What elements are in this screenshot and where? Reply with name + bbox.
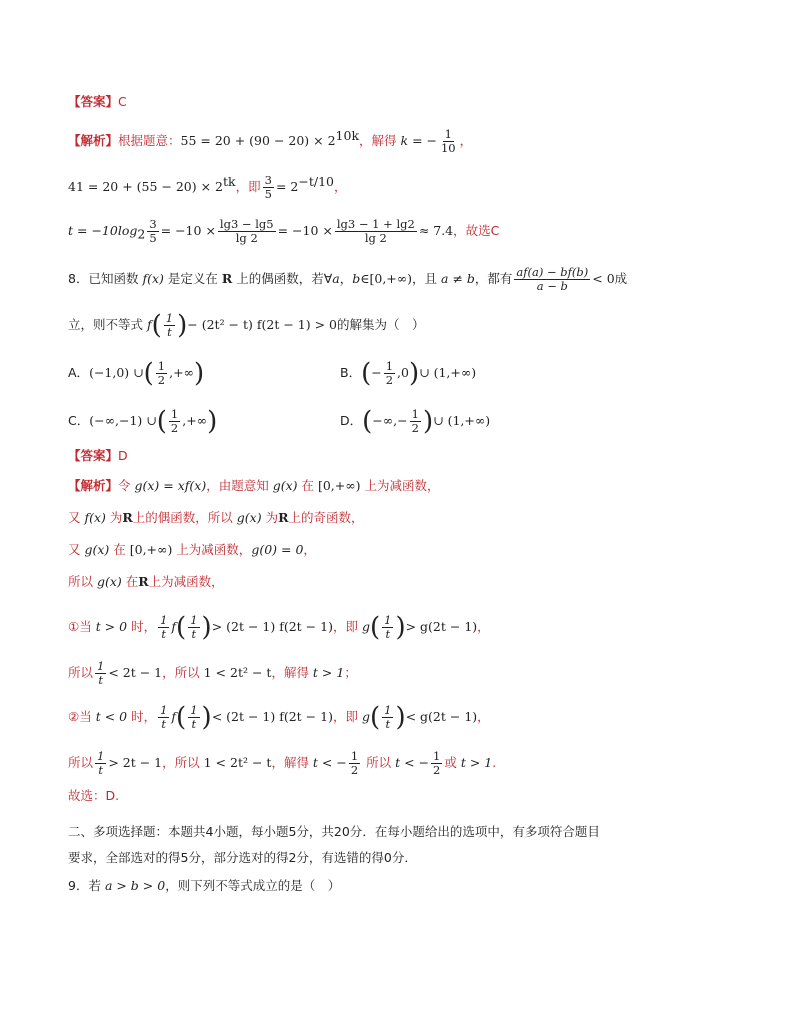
equation: 1 < 2t² − t [203, 755, 272, 770]
text: 又 [68, 542, 85, 557]
equation: a [332, 271, 340, 286]
fraction: $\frac{1}{2}$ [411, 407, 419, 435]
option-label: A． [68, 365, 90, 380]
fraction: $\frac{1}{t}$ [190, 613, 198, 641]
equation: − (2t² − t) f(2t − 1) > 0 [187, 317, 337, 332]
option-label: D． [340, 413, 363, 428]
text: 是定义在 [163, 271, 222, 286]
equation: f(x) [84, 510, 106, 525]
text: ，都有 [474, 271, 513, 286]
equation: ,+∞ [182, 413, 208, 428]
question-8-line1 [68, 266, 627, 293]
option-label: B． [340, 365, 362, 380]
answer-tag: 【答案】 [68, 94, 119, 109]
text: 根据题意： [118, 133, 181, 149]
equation: g(x) = xf(x) [134, 478, 207, 493]
text: 所以 [68, 574, 97, 589]
equation: < 2t − 1 [108, 665, 163, 680]
equation: f [171, 709, 177, 724]
answer-tag: 【答案】 [68, 448, 119, 463]
equation: t < 0 [95, 709, 128, 724]
text: 9．若 [68, 878, 105, 893]
text: 上的奇函数， [288, 510, 364, 525]
exponent: 10k [335, 128, 360, 143]
equation: t > 0 [95, 619, 128, 634]
equation: (−∞,−1) ∪ [89, 413, 157, 428]
equation: R [122, 510, 133, 525]
fraction: $\frac{\lg 3 - 1 + \lg 2}{\lg 2}$ [336, 217, 415, 245]
option-b[interactable]: B．(− $\frac{1}{2}$ ,0)∪ (1,+∞) [340, 358, 477, 389]
analysis-line-8h [68, 750, 496, 777]
text: 或 [444, 755, 461, 770]
equation: < (2t − 1) f(2t − 1) [211, 709, 333, 724]
text: 时， [127, 619, 157, 634]
fraction: $\frac{\lg 3 - \lg 5}{\lg 2}$ [219, 217, 274, 245]
text: 上的偶函数，所以 [132, 510, 237, 525]
text: ， [303, 542, 316, 557]
equation: > g(2t − 1) [405, 619, 478, 634]
section-heading-line2: 要求，全部选对的得5分，部分选对的得2分，有选错的得0分． [68, 850, 417, 865]
text: 为 [105, 510, 123, 525]
analysis-line-8d [68, 572, 224, 592]
fraction: $\frac{3}{5}$ [264, 173, 272, 202]
equation: t < − [312, 755, 347, 770]
question-8-line2: 立，则不等式 f( $\frac{1}{t}$ )− (2t² − t) f(2t − 1) > 0的解集为（ ） [68, 310, 425, 341]
equation: g(x) [236, 510, 262, 525]
fraction: $\frac{1}{t}$ [97, 749, 105, 777]
subscript: 2 [137, 226, 146, 242]
text: ，所以 [162, 755, 204, 770]
text: ，所以 [162, 665, 204, 680]
fraction: $\frac{af(a) - bf(b)}{a - b}$ [516, 265, 589, 293]
analysis-line-7a [68, 126, 472, 155]
text: 上为减函数， [172, 542, 252, 557]
text: ， [477, 709, 490, 724]
answer-line-7 [68, 92, 127, 112]
equation: [0,+∞) [129, 542, 173, 557]
analysis-line-8a [68, 476, 440, 496]
equation: > (2t − 1) f(2t − 1) [211, 619, 333, 634]
text: 令 [118, 478, 135, 493]
analysis-line-8e: ①当 t > 0 时， $\frac{1}{t}$ f( $\frac{1}{t}$ )> (2t − 1) f(2t − 1)，即 g( $\frac{1}{t}$ )> g(2t − 1)， [68, 612, 490, 643]
equation: = −10 × [277, 223, 333, 238]
text: 所以 [362, 755, 396, 770]
equation: > 2t − 1 [108, 755, 163, 770]
comma: ， [334, 179, 347, 195]
text: 所以 [68, 755, 94, 770]
text: ； [344, 665, 357, 680]
equation: R [138, 574, 149, 589]
fraction: $\frac{1}{t}$ [384, 703, 392, 731]
text: ， [477, 619, 490, 634]
equation: t < − [395, 755, 430, 770]
option-a[interactable]: A．(−1,0) ∪( $\frac{1}{2}$ ,+∞) [68, 358, 205, 389]
equation: = −10 × [160, 223, 216, 238]
answer-value: D [118, 448, 128, 463]
equation: ∪ (1,+∞) [419, 365, 477, 380]
answer-value: C [118, 94, 127, 109]
text: 所以 [68, 665, 94, 680]
analysis-line-8f [68, 660, 357, 687]
text: < 0成 [592, 271, 628, 286]
text: . [492, 755, 497, 770]
text: ，即 [332, 619, 362, 634]
question-9 [68, 876, 340, 896]
section-heading-line1: 二、多项选择题：本题共4小题，每小题5分，共20分．在每小题给出的选项中，有多项符合题目 [68, 824, 600, 839]
text: 上的偶函数，若∀ [232, 271, 333, 286]
equation: < g(2t − 1) [405, 709, 478, 724]
analysis-line-8g: ②当 t < 0 时， $\frac{1}{t}$ f( $\frac{1}{t}$ )< (2t − 1) f(2t − 1)，即 g( $\frac{1}{t}$ )< g(2t − 1)， [68, 702, 490, 733]
equation: 55 = 20 + (90 − 20) × 2 [180, 133, 336, 149]
equation: g(x) [272, 478, 298, 493]
equation: g(x) [84, 542, 110, 557]
equation: ,+∞ [169, 365, 194, 380]
equation: f [171, 619, 177, 634]
option-c[interactable]: C．(−∞,−1) ∪( $\frac{1}{2}$ ,+∞) [68, 406, 218, 437]
analysis-line-8c [68, 540, 316, 560]
text: 为 [261, 510, 279, 525]
text: ②当 [68, 709, 96, 724]
equation: 1 < 2t² − t [203, 665, 272, 680]
equation: = 2 [275, 179, 299, 195]
text: ， [339, 271, 353, 286]
fraction: $\frac{1}{t}$ [384, 613, 392, 641]
comma: ， [459, 133, 473, 149]
text: ∈[0,+∞)，且 [360, 271, 442, 286]
equation: t = −10log [68, 223, 138, 238]
equation: g(0) = 0 [251, 542, 304, 557]
text: ，即 [332, 709, 362, 724]
fraction: $\frac{1}{2}$ [157, 359, 166, 387]
answer-line-8 [68, 446, 128, 466]
equation: t > 1 [460, 755, 493, 770]
text: 时， [127, 709, 157, 724]
fraction: $\frac{1}{t}$ [160, 703, 168, 731]
text: 在 [109, 542, 130, 557]
fraction: $\frac{1}{2}$ [170, 407, 179, 435]
text: 立，则不等式 [68, 317, 147, 332]
equation: [0,+∞) [317, 478, 361, 493]
text: 的解集为（ ） [336, 317, 425, 332]
equation: ≈ 7.4 [418, 223, 454, 238]
fraction: $\frac{1}{t}$ [190, 703, 198, 731]
equation: 41 = 20 + (55 − 20) × 2 [68, 179, 224, 195]
equation: g(x) [96, 574, 122, 589]
text: ，则下列不等式成立的是（ ） [165, 878, 341, 893]
equation: R [221, 271, 233, 286]
exponent: −t/10 [298, 174, 334, 189]
equation: ∪ (1,+∞) [433, 413, 491, 428]
text: 上为减函数， [360, 478, 440, 493]
equation: k = − [400, 133, 437, 149]
text: ，解得 [271, 755, 313, 770]
equation: g [361, 709, 370, 724]
analysis-tag: 【解析】 [68, 133, 119, 149]
text: ，由题意知 [206, 478, 273, 493]
text: ①当 [68, 619, 96, 634]
equation: b [352, 271, 361, 286]
equation: t > 1 [312, 665, 345, 680]
text: 在 [297, 478, 318, 493]
analysis-line-7c [68, 218, 499, 245]
fraction: $\frac{1}{2}$ [385, 359, 394, 387]
equation: g [361, 619, 370, 634]
fraction: $\frac{1}{t}$ [160, 613, 168, 641]
equation: (−1,0) ∪ [89, 365, 144, 380]
fraction: $\frac{1}{t}$ [165, 311, 174, 339]
equation: −∞,− [372, 413, 408, 428]
fraction: $\frac{3}{5}$ [149, 217, 157, 245]
option-d[interactable]: D．(−∞,− $\frac{1}{2}$ )∪ (1,+∞) [340, 406, 491, 437]
exponent: tk [223, 174, 236, 189]
equation: a ≠ b [441, 271, 475, 286]
text: 又 [68, 510, 85, 525]
text: 8．已知函数 [68, 271, 143, 286]
conclusion-line: 故选：D. [68, 788, 120, 803]
equation: − [371, 365, 382, 380]
text: 上为减函数， [148, 574, 224, 589]
text: ，解得 [359, 133, 401, 149]
equation: ,0 [397, 365, 409, 380]
fraction: $\frac{1}{2}$ [350, 749, 359, 777]
equation: R [278, 510, 289, 525]
analysis-line-8b [68, 508, 363, 528]
text: ，故选C [453, 223, 500, 238]
fraction: $\frac{1}{10}$ [440, 127, 456, 156]
equation: f(x) [142, 271, 164, 286]
text: ，即 [235, 179, 261, 195]
analysis-tag: 【解析】 [68, 478, 119, 493]
fraction: $\frac{1}{t}$ [97, 659, 105, 687]
fraction: $\frac{1}{2}$ [433, 749, 441, 777]
equation: f [146, 317, 152, 332]
option-label: C． [68, 413, 90, 428]
text: 在 [121, 574, 139, 589]
text: ，解得 [271, 665, 313, 680]
analysis-line-7b [68, 172, 347, 201]
equation: a > b > 0 [104, 878, 166, 893]
